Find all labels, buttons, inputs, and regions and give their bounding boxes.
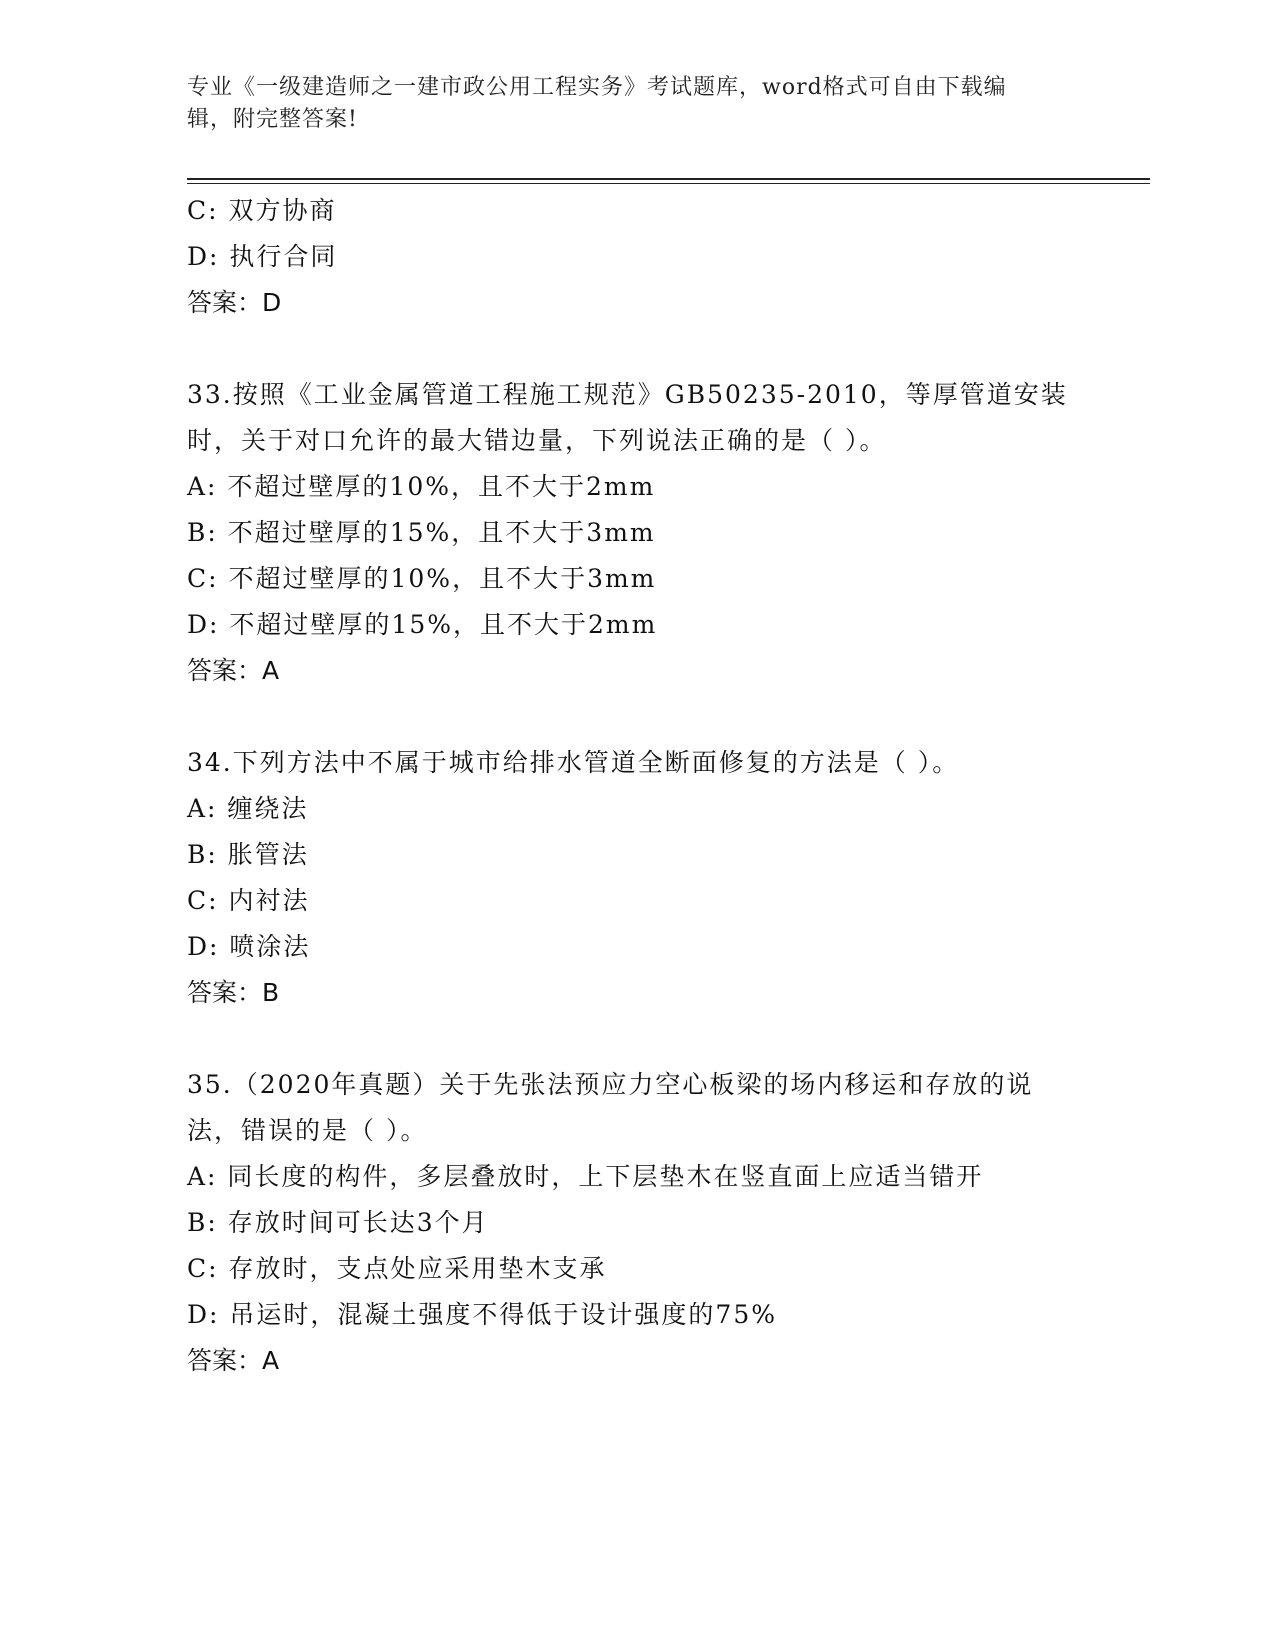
option-c: C: 内衬法 (187, 886, 310, 915)
answer-line: 答案：D (187, 288, 282, 317)
header-divider-thin (187, 183, 1150, 184)
question-35 (187, 1062, 1087, 1384)
option-c: C: 双方协商 (187, 196, 337, 225)
spacer (187, 694, 1087, 740)
answer-line: 答案：A (187, 1346, 280, 1375)
option-d: D: 吊运时，混凝土强度不得低于设计强度的75% (187, 1300, 777, 1329)
option-a: A: 缠绕法 (187, 794, 309, 823)
option-b: B: 不超过壁厚的15%，且不大于3mm (187, 518, 656, 547)
option-b: B: 胀管法 (187, 840, 309, 869)
option-a: A: 同长度的构件，多层叠放时，上下层垫木在竖直面上应适当错开 (187, 1162, 984, 1191)
header-divider (187, 178, 1150, 180)
option-d: D: 不超过壁厚的15%，且不大于2mm (187, 610, 658, 639)
option-a: A: 不超过壁厚的10%，且不大于2mm (187, 472, 656, 501)
header-line-1: 专业《一级建造师之一建市政公用工程实务》考试题库，word格式可自由下载编 (187, 75, 1007, 100)
question-stem: 34.下列方法中不属于城市给排水管道全断面修复的方法是（ ）。 (187, 748, 960, 777)
question-stem-cont: 法，错误的是（ ）。 (187, 1116, 428, 1145)
header-line-2: 辑，附完整答案! (187, 107, 358, 132)
question-list (187, 188, 1087, 1384)
option-d: D: 喷涂法 (187, 932, 311, 961)
spacer (187, 1016, 1087, 1062)
answer-line: 答案：B (187, 978, 280, 1007)
option-c: C: 不超过壁厚的10%，且不大于3mm (187, 564, 657, 593)
question-34 (187, 740, 1087, 1016)
option-b: B: 存放时间可长达3个月 (187, 1208, 489, 1237)
spacer (187, 326, 1087, 372)
question-continued (187, 188, 1087, 326)
option-c: C: 存放时，支点处应采用垫木支承 (187, 1254, 607, 1283)
option-d: D: 执行合同 (187, 242, 338, 271)
question-33 (187, 372, 1087, 694)
question-stem-cont: 时，关于对口允许的最大错边量，下列说法正确的是（ ）。 (187, 426, 887, 455)
page-header (187, 72, 1067, 136)
question-stem: 35.（2020年真题）关于先张法预应力空心板梁的场内移运和存放的说 (187, 1070, 1034, 1099)
answer-line: 答案：A (187, 656, 280, 685)
question-stem: 33.按照《工业金属管道工程施工规范》GB50235-2010，等厚管道安装 (187, 380, 1068, 409)
